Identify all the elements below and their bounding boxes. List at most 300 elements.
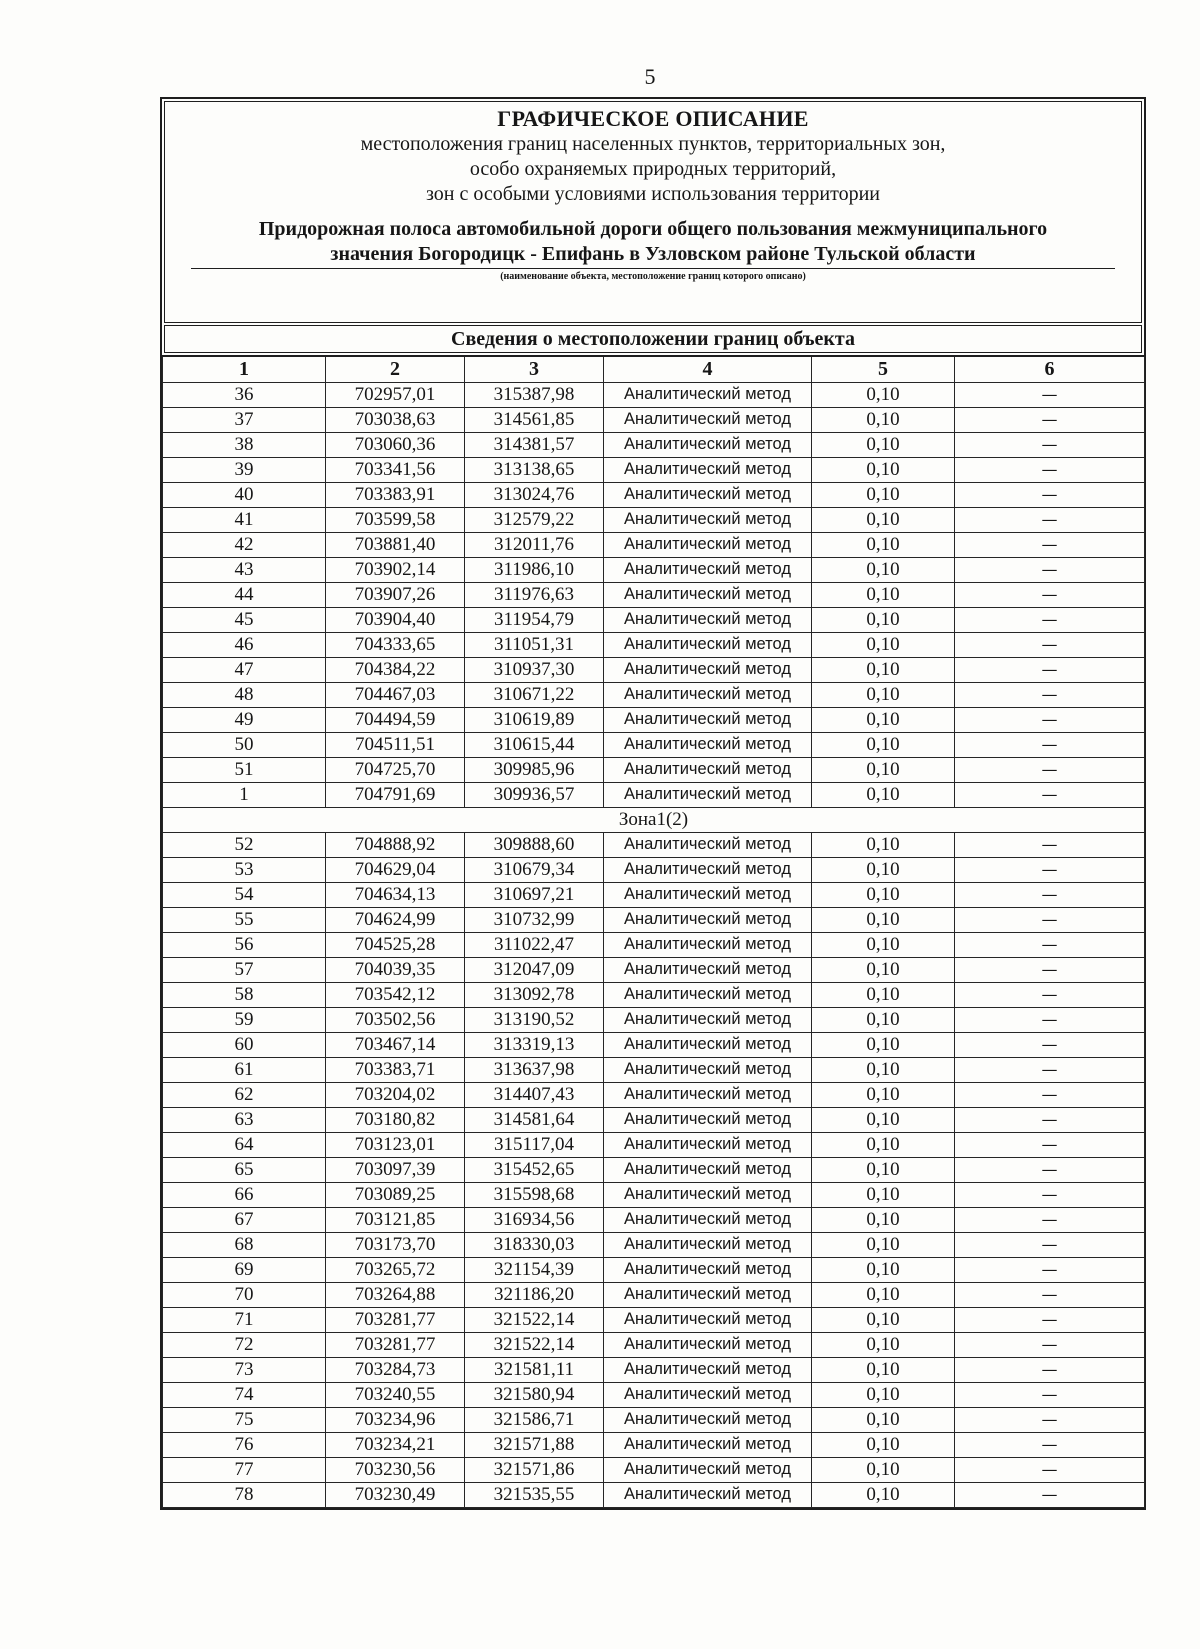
accuracy-cell: 0,10 (812, 707, 955, 732)
x-coordinate-cell: 704039,35 (326, 957, 465, 982)
description-cell: — (955, 1232, 1145, 1257)
description-cell: — (955, 1082, 1145, 1107)
y-coordinate-cell: 311954,79 (465, 607, 604, 632)
method-cell: Аналитический метод (604, 857, 812, 882)
point-number-cell: 63 (163, 1107, 326, 1132)
description-cell: — (955, 1407, 1145, 1432)
table-row (163, 757, 1145, 782)
accuracy-cell: 0,10 (812, 632, 955, 657)
method-cell: Аналитический метод (604, 432, 812, 457)
method-cell: Аналитический метод (604, 932, 812, 957)
method-cell: Аналитический метод (604, 707, 812, 732)
x-coordinate-cell: 704725,70 (326, 757, 465, 782)
accuracy-cell: 0,10 (812, 1132, 955, 1157)
method-cell: Аналитический метод (604, 1357, 812, 1382)
description-cell: — (955, 1357, 1145, 1382)
point-number-cell: 46 (163, 632, 326, 657)
method-cell: Аналитический метод (604, 1382, 812, 1407)
y-coordinate-cell: 315117,04 (465, 1132, 604, 1157)
table-row (163, 657, 1145, 682)
table-row (163, 1282, 1145, 1307)
method-cell: Аналитический метод (604, 1082, 812, 1107)
column-header: 6 (955, 356, 1145, 382)
column-header: 5 (812, 356, 955, 382)
description-cell: — (955, 957, 1145, 982)
table-row (163, 1032, 1145, 1057)
table-row (163, 782, 1145, 807)
description-cell: — (955, 1107, 1145, 1132)
description-cell: — (955, 557, 1145, 582)
x-coordinate-cell: 704467,03 (326, 682, 465, 707)
table-row (163, 682, 1145, 707)
method-cell: Аналитический метод (604, 507, 812, 532)
method-cell: Аналитический метод (604, 1157, 812, 1182)
table-row (163, 832, 1145, 857)
x-coordinate-cell: 703060,36 (326, 432, 465, 457)
accuracy-cell: 0,10 (812, 1307, 955, 1332)
object-underline (191, 268, 1115, 269)
y-coordinate-cell: 313092,78 (465, 982, 604, 1007)
point-number-cell: 42 (163, 532, 326, 557)
table-row (163, 407, 1145, 432)
table-row (163, 1232, 1145, 1257)
accuracy-cell: 0,10 (812, 1382, 955, 1407)
method-cell: Аналитический метод (604, 482, 812, 507)
accuracy-cell: 0,10 (812, 1107, 955, 1132)
table-body-group-2 (163, 832, 1145, 1507)
column-header: 3 (465, 356, 604, 382)
subtitle-line-3: зон с особыми условиями использования территории (425, 183, 881, 205)
description-cell: — (955, 532, 1145, 557)
accuracy-cell: 0,10 (812, 432, 955, 457)
description-cell: — (955, 1432, 1145, 1457)
point-number-cell: 78 (163, 1482, 326, 1507)
description-cell: — (955, 607, 1145, 632)
x-coordinate-cell: 703902,14 (326, 557, 465, 582)
description-cell: — (955, 732, 1145, 757)
x-coordinate-cell: 704333,65 (326, 632, 465, 657)
subtitle-line-1: местоположения границ населенных пунктов, территориальных зон, (360, 133, 946, 155)
accuracy-cell: 0,10 (812, 882, 955, 907)
table-row (163, 1082, 1145, 1107)
point-number-cell: 1 (163, 782, 326, 807)
method-cell: Аналитический метод (604, 632, 812, 657)
x-coordinate-cell: 703234,96 (326, 1407, 465, 1432)
description-cell: — (955, 1257, 1145, 1282)
table-row (163, 557, 1145, 582)
method-cell: Аналитический метод (604, 957, 812, 982)
table-row (163, 382, 1145, 407)
table-row (163, 582, 1145, 607)
table-row (163, 607, 1145, 632)
accuracy-cell: 0,10 (812, 557, 955, 582)
table-row (163, 707, 1145, 732)
description-cell: — (955, 632, 1145, 657)
accuracy-cell: 0,10 (812, 1207, 955, 1232)
point-number-cell: 60 (163, 1032, 326, 1057)
accuracy-cell: 0,10 (812, 1157, 955, 1182)
method-cell: Аналитический метод (604, 1057, 812, 1082)
x-coordinate-cell: 703173,70 (326, 1232, 465, 1257)
x-coordinate-cell: 703502,56 (326, 1007, 465, 1032)
x-coordinate-cell: 702957,01 (326, 382, 465, 407)
document-frame (160, 97, 1146, 1510)
point-number-cell: 57 (163, 957, 326, 982)
point-number-cell: 77 (163, 1457, 326, 1482)
table-row (163, 457, 1145, 482)
x-coordinate-cell: 703180,82 (326, 1107, 465, 1132)
point-number-cell: 75 (163, 1407, 326, 1432)
y-coordinate-cell: 311051,31 (465, 632, 604, 657)
accuracy-cell: 0,10 (812, 382, 955, 407)
x-coordinate-cell: 703121,85 (326, 1207, 465, 1232)
method-cell: Аналитический метод (604, 557, 812, 582)
description-cell: — (955, 757, 1145, 782)
x-coordinate-cell: 704888,92 (326, 832, 465, 857)
description-cell: — (955, 882, 1145, 907)
accuracy-cell: 0,10 (812, 1332, 955, 1357)
y-coordinate-cell: 312047,09 (465, 957, 604, 982)
table-row (163, 957, 1145, 982)
point-number-cell: 67 (163, 1207, 326, 1232)
table-body-group-1 (163, 382, 1145, 807)
y-coordinate-cell: 309936,57 (465, 782, 604, 807)
y-coordinate-cell: 311022,47 (465, 932, 604, 957)
description-cell: — (955, 857, 1145, 882)
method-cell: Аналитический метод (604, 1257, 812, 1282)
description-cell: — (955, 907, 1145, 932)
x-coordinate-cell: 704511,51 (326, 732, 465, 757)
accuracy-cell: 0,10 (812, 1007, 955, 1032)
point-number-cell: 64 (163, 1132, 326, 1157)
point-number-cell: 73 (163, 1357, 326, 1382)
table-row (163, 1057, 1145, 1082)
y-coordinate-cell: 310697,21 (465, 882, 604, 907)
y-coordinate-cell: 310679,34 (465, 857, 604, 882)
table-row (163, 1207, 1145, 1232)
point-number-cell: 39 (163, 457, 326, 482)
x-coordinate-cell: 703281,77 (326, 1307, 465, 1332)
subtitle-line-2: особо охраняемых природных территорий, (469, 158, 837, 180)
point-number-cell: 72 (163, 1332, 326, 1357)
x-coordinate-cell: 704791,69 (326, 782, 465, 807)
object-note: (наименование объекта, местоположение границ которого описано) (500, 271, 806, 282)
accuracy-cell: 0,10 (812, 532, 955, 557)
description-cell: — (955, 432, 1145, 457)
point-number-cell: 65 (163, 1157, 326, 1182)
y-coordinate-cell: 315598,68 (465, 1182, 604, 1207)
point-number-cell: 61 (163, 1057, 326, 1082)
table-row (163, 1432, 1145, 1457)
accuracy-cell: 0,10 (812, 482, 955, 507)
table-row (163, 732, 1145, 757)
x-coordinate-cell: 704624,99 (326, 907, 465, 932)
accuracy-cell: 0,10 (812, 957, 955, 982)
point-number-cell: 48 (163, 682, 326, 707)
x-coordinate-cell: 703234,21 (326, 1432, 465, 1457)
y-coordinate-cell: 313319,13 (465, 1032, 604, 1057)
point-number-cell: 47 (163, 657, 326, 682)
method-cell: Аналитический метод (604, 1232, 812, 1257)
document-title: ГРАФИЧЕСКОЕ ОПИСАНИЕ (497, 106, 809, 131)
description-cell: — (955, 1132, 1145, 1157)
y-coordinate-cell: 315387,98 (465, 382, 604, 407)
point-number-cell: 40 (163, 482, 326, 507)
method-cell: Аналитический метод (604, 1457, 812, 1482)
description-cell: — (955, 1332, 1145, 1357)
description-cell: — (955, 1482, 1145, 1507)
accuracy-cell: 0,10 (812, 907, 955, 932)
accuracy-cell: 0,10 (812, 607, 955, 632)
method-cell: Аналитический метод (604, 1332, 812, 1357)
method-cell: Аналитический метод (604, 1132, 812, 1157)
point-number-cell: 66 (163, 1182, 326, 1207)
y-coordinate-cell: 313024,76 (465, 482, 604, 507)
description-cell: — (955, 457, 1145, 482)
x-coordinate-cell: 704629,04 (326, 857, 465, 882)
point-number-cell: 37 (163, 407, 326, 432)
description-cell: — (955, 1007, 1145, 1032)
y-coordinate-cell: 311986,10 (465, 557, 604, 582)
object-line-1: Придорожная полоса автомобильной дороги общего пользования межмуниципального (258, 218, 1048, 240)
column-header: 4 (604, 356, 812, 382)
y-coordinate-cell: 310937,30 (465, 657, 604, 682)
y-coordinate-cell: 310671,22 (465, 682, 604, 707)
accuracy-cell: 0,10 (812, 682, 955, 707)
description-cell: — (955, 482, 1145, 507)
x-coordinate-cell: 703265,72 (326, 1257, 465, 1282)
y-coordinate-cell: 321580,94 (465, 1382, 604, 1407)
description-cell: — (955, 682, 1145, 707)
x-coordinate-cell: 704525,28 (326, 932, 465, 957)
accuracy-cell: 0,10 (812, 1032, 955, 1057)
point-number-cell: 58 (163, 982, 326, 1007)
accuracy-cell: 0,10 (812, 982, 955, 1007)
accuracy-cell: 0,10 (812, 1182, 955, 1207)
x-coordinate-cell: 703204,02 (326, 1082, 465, 1107)
y-coordinate-cell: 321586,71 (465, 1407, 604, 1432)
accuracy-cell: 0,10 (812, 757, 955, 782)
point-number-cell: 70 (163, 1282, 326, 1307)
accuracy-cell: 0,10 (812, 1232, 955, 1257)
x-coordinate-cell: 703599,58 (326, 507, 465, 532)
table-row (163, 1007, 1145, 1032)
accuracy-cell: 0,10 (812, 1432, 955, 1457)
y-coordinate-cell: 313637,98 (465, 1057, 604, 1082)
column-header: 1 (163, 356, 326, 382)
table-row (163, 1307, 1145, 1332)
zone-row (163, 807, 1145, 832)
description-cell: — (955, 1457, 1145, 1482)
y-coordinate-cell: 309888,60 (465, 832, 604, 857)
table-row (163, 857, 1145, 882)
point-number-cell: 69 (163, 1257, 326, 1282)
description-cell: — (955, 1057, 1145, 1082)
y-coordinate-cell: 309985,96 (465, 757, 604, 782)
description-cell: — (955, 582, 1145, 607)
x-coordinate-cell: 703383,91 (326, 482, 465, 507)
description-cell: — (955, 1207, 1145, 1232)
point-number-cell: 41 (163, 507, 326, 532)
x-coordinate-cell: 703264,88 (326, 1282, 465, 1307)
accuracy-cell: 0,10 (812, 782, 955, 807)
point-number-cell: 49 (163, 707, 326, 732)
x-coordinate-cell: 703089,25 (326, 1182, 465, 1207)
x-coordinate-cell: 703240,55 (326, 1382, 465, 1407)
table-row (163, 882, 1145, 907)
coordinates-table (162, 355, 1145, 1508)
method-cell: Аналитический метод (604, 1032, 812, 1057)
y-coordinate-cell: 318330,03 (465, 1232, 604, 1257)
accuracy-cell: 0,10 (812, 1257, 955, 1282)
method-cell: Аналитический метод (604, 832, 812, 857)
table-row (163, 982, 1145, 1007)
point-number-cell: 52 (163, 832, 326, 857)
table-header-row (163, 356, 1145, 382)
method-cell: Аналитический метод (604, 682, 812, 707)
method-cell: Аналитический метод (604, 657, 812, 682)
description-cell: — (955, 982, 1145, 1007)
description-cell: — (955, 657, 1145, 682)
x-coordinate-cell: 703904,40 (326, 607, 465, 632)
table-row (163, 1357, 1145, 1382)
y-coordinate-cell: 321186,20 (465, 1282, 604, 1307)
accuracy-cell: 0,10 (812, 857, 955, 882)
method-cell: Аналитический метод (604, 382, 812, 407)
section-title: Сведения о местоположении границ объекта (164, 325, 1142, 353)
y-coordinate-cell: 316934,56 (465, 1207, 604, 1232)
method-cell: Аналитический метод (604, 732, 812, 757)
y-coordinate-cell: 314381,57 (465, 432, 604, 457)
description-cell: — (955, 1282, 1145, 1307)
method-cell: Аналитический метод (604, 907, 812, 932)
point-number-cell: 44 (163, 582, 326, 607)
x-coordinate-cell: 703097,39 (326, 1157, 465, 1182)
point-number-cell: 38 (163, 432, 326, 457)
table-row (163, 907, 1145, 932)
object-line-2: значения Богородицк - Епифань в Узловском районе Тульской области (330, 243, 976, 265)
x-coordinate-cell: 703881,40 (326, 532, 465, 557)
method-cell: Аналитический метод (604, 532, 812, 557)
y-coordinate-cell: 321581,11 (465, 1357, 604, 1382)
x-coordinate-cell: 703281,77 (326, 1332, 465, 1357)
description-cell: — (955, 932, 1145, 957)
y-coordinate-cell: 314581,64 (465, 1107, 604, 1132)
point-number-cell: 62 (163, 1082, 326, 1107)
point-number-cell: 59 (163, 1007, 326, 1032)
x-coordinate-cell: 703038,63 (326, 407, 465, 432)
zone-separator (163, 807, 1145, 832)
method-cell: Аналитический метод (604, 1007, 812, 1032)
y-coordinate-cell: 312579,22 (465, 507, 604, 532)
point-number-cell: 36 (163, 382, 326, 407)
table-row (163, 1382, 1145, 1407)
accuracy-cell: 0,10 (812, 1407, 955, 1432)
x-coordinate-cell: 704494,59 (326, 707, 465, 732)
table-row (163, 1332, 1145, 1357)
method-cell: Аналитический метод (604, 1432, 812, 1457)
method-cell: Аналитический метод (604, 1407, 812, 1432)
y-coordinate-cell: 321571,88 (465, 1432, 604, 1457)
accuracy-cell: 0,10 (812, 1357, 955, 1382)
accuracy-cell: 0,10 (812, 507, 955, 532)
x-coordinate-cell: 703123,01 (326, 1132, 465, 1157)
point-number-cell: 50 (163, 732, 326, 757)
table-row (163, 532, 1145, 557)
table-row (163, 482, 1145, 507)
point-number-cell: 51 (163, 757, 326, 782)
method-cell: Аналитический метод (604, 407, 812, 432)
x-coordinate-cell: 703907,26 (326, 582, 465, 607)
y-coordinate-cell: 321522,14 (465, 1307, 604, 1332)
zone-label: Зона1(2) (163, 807, 1145, 832)
y-coordinate-cell: 321154,39 (465, 1257, 604, 1282)
x-coordinate-cell: 703383,71 (326, 1057, 465, 1082)
description-cell: — (955, 382, 1145, 407)
table-row (163, 432, 1145, 457)
accuracy-cell: 0,10 (812, 1057, 955, 1082)
description-cell: — (955, 1382, 1145, 1407)
column-header: 2 (326, 356, 465, 382)
method-cell: Аналитический метод (604, 882, 812, 907)
method-cell: Аналитический метод (604, 1482, 812, 1507)
method-cell: Аналитический метод (604, 982, 812, 1007)
method-cell: Аналитический метод (604, 457, 812, 482)
accuracy-cell: 0,10 (812, 1482, 955, 1507)
description-cell: — (955, 832, 1145, 857)
y-coordinate-cell: 311976,63 (465, 582, 604, 607)
x-coordinate-cell: 703467,14 (326, 1032, 465, 1057)
point-number-cell: 43 (163, 557, 326, 582)
object-name (165, 217, 1141, 267)
accuracy-cell: 0,10 (812, 657, 955, 682)
description-cell: — (955, 1032, 1145, 1057)
x-coordinate-cell: 703542,12 (326, 982, 465, 1007)
description-cell: — (955, 407, 1145, 432)
x-coordinate-cell: 703230,49 (326, 1482, 465, 1507)
table-row (163, 1157, 1145, 1182)
accuracy-cell: 0,10 (812, 1082, 955, 1107)
description-cell: — (955, 507, 1145, 532)
table-row (163, 1482, 1145, 1507)
table-row (163, 1182, 1145, 1207)
point-number-cell: 45 (163, 607, 326, 632)
table-row (163, 1132, 1145, 1157)
x-coordinate-cell: 703284,73 (326, 1357, 465, 1382)
point-number-cell: 71 (163, 1307, 326, 1332)
accuracy-cell: 0,10 (812, 932, 955, 957)
point-number-cell: 54 (163, 882, 326, 907)
table-row (163, 507, 1145, 532)
y-coordinate-cell: 321522,14 (465, 1332, 604, 1357)
point-number-cell: 74 (163, 1382, 326, 1407)
point-number-cell: 55 (163, 907, 326, 932)
table-row (163, 1457, 1145, 1482)
point-number-cell: 76 (163, 1432, 326, 1457)
accuracy-cell: 0,10 (812, 407, 955, 432)
page-number: 5 (644, 64, 656, 89)
table-row (163, 1257, 1145, 1282)
accuracy-cell: 0,10 (812, 457, 955, 482)
y-coordinate-cell: 310619,89 (465, 707, 604, 732)
accuracy-cell: 0,10 (812, 1282, 955, 1307)
method-cell: Аналитический метод (604, 582, 812, 607)
accuracy-cell: 0,10 (812, 732, 955, 757)
table-row (163, 1107, 1145, 1132)
method-cell: Аналитический метод (604, 1282, 812, 1307)
accuracy-cell: 0,10 (812, 1457, 955, 1482)
x-coordinate-cell: 703341,56 (326, 457, 465, 482)
